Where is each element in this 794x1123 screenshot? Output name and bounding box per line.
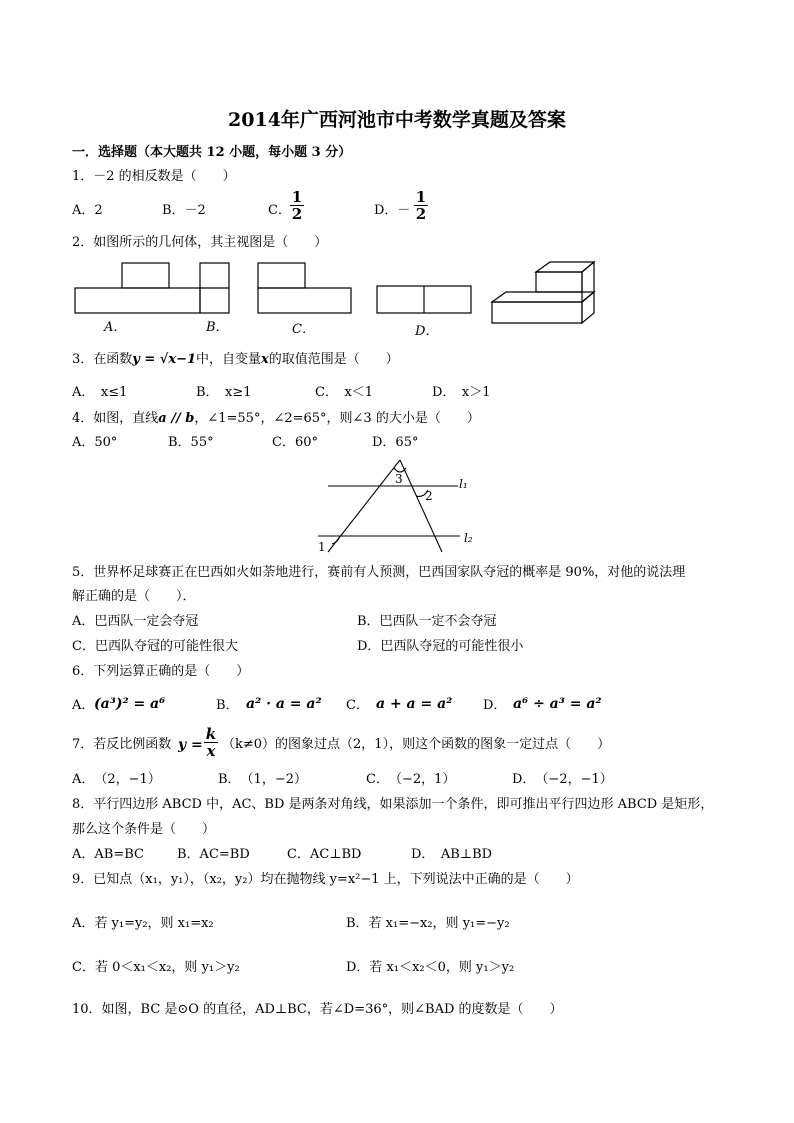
q3-stem-prefix: 3．在函数	[72, 352, 133, 367]
q10-stem: 10．如图，BC 是⊙O 的直径，AD⊥BC，若∠D=36°，则∠BAD 的度数是（ ）	[72, 1002, 563, 1017]
q5-stem-line2: 解正确的是（ ）．	[72, 589, 196, 604]
q3-function: y = √x−1	[132, 352, 197, 367]
page-title: 2014年广西河池市中考数学真题及答案	[228, 109, 566, 131]
q4-label-3: 3	[395, 472, 403, 486]
q3-option-c: C． x＜1	[315, 385, 374, 400]
q5-option-a: A．巴西队一定会夺冠	[72, 614, 199, 629]
q6-option-a: (a³)² = a⁶	[94, 696, 166, 712]
q2-solid-top-high	[536, 262, 594, 272]
q4-option-a: A．50°	[72, 435, 118, 450]
q1-c-numerator: 1	[291, 188, 303, 206]
q7-numerator: k	[205, 725, 217, 743]
q9-option-d: D．若 x₁＜x₂＜0，则 y₁＞y₂	[346, 960, 515, 975]
q2-c-top-rect	[258, 263, 305, 288]
q9-stem: 9．已知点（x₁，y₁），（x₂，y₂）均在抛物线 y=x²−1 上，下列说法中正确的是（ ）	[72, 872, 579, 887]
q8-option-a: A．AB=BC	[72, 847, 144, 862]
q3-option-a: A． x≤1	[72, 385, 128, 400]
q6-stem: 6．下列运算正确的是（ ）	[72, 664, 250, 679]
q3-option-d: D． x＞1	[432, 385, 491, 400]
q2-solid-front-low	[492, 302, 582, 323]
q7-option-a: A． （2，−1）	[72, 772, 161, 787]
q5-stem-line1: 5．世界杯足球赛正在巴西如火如荼地进行，赛前有人预测，巴西国家队夺冠的概率是 90%，对他的说法理	[72, 565, 686, 580]
q2-solid-front-high	[536, 272, 582, 292]
q1-option-a: A．2	[72, 203, 103, 218]
q4-label-l1: l₁	[459, 477, 468, 491]
q6-option-b-label: B．	[216, 698, 239, 713]
q8-option-b: B．AC=BD	[177, 847, 250, 862]
q2-solid-top-low	[492, 292, 594, 302]
q4-figure	[310, 456, 490, 556]
q1-option-c: C．	[268, 203, 291, 218]
q2-a-top-rect	[122, 263, 169, 288]
q4-option-b: B．55°	[168, 435, 214, 450]
q7-option-b: B． （1，−2）	[218, 772, 307, 787]
q3-stem-middle: 中，自变量	[196, 352, 262, 367]
q7-function-y: y =	[178, 737, 203, 753]
q1-option-c-fraction	[290, 189, 304, 222]
q9-option-a: A．若 y₁=y₂，则 x₁=x₂	[72, 916, 214, 931]
q4-angle1-arc	[332, 536, 340, 544]
q2-stem: 2．如图所示的几何体，其主视图是（ ）	[72, 235, 328, 250]
section-heading: 一．选择题（本大题共 12 小题，每小题 3 分）	[72, 145, 352, 160]
q2-views-figure	[70, 258, 610, 338]
q4-label-1: 1	[318, 540, 326, 554]
q2-label-d: D．	[415, 324, 439, 339]
q4-parallel: a // b	[158, 411, 195, 426]
q8-option-d: D． AB⊥BD	[411, 847, 493, 862]
q3-stem-suffix: 的取值范围是（ ）	[268, 352, 399, 367]
q4-transversal-right	[400, 460, 442, 552]
q2-label-a: A．	[104, 320, 127, 335]
q4-label-2: 2	[425, 489, 433, 503]
q3-variable: x	[261, 352, 269, 367]
q7-option-d: D． （−2，−1）	[512, 772, 613, 787]
q5-option-d: D．巴西队夺冠的可能性很小	[357, 639, 524, 654]
q6-option-d: a⁶ ÷ a³ = a²	[513, 696, 602, 712]
q1-c-denominator: 2	[291, 205, 303, 223]
q5-option-c: C．巴西队夺冠的可能性很大	[72, 639, 238, 654]
q8-stem-line1: 8．平行四边形 ABCD 中，AC、BD 是两条对角线，如果添加一个条件，即可推出平行四边形 ABCD 是矩形，	[72, 797, 714, 812]
q1-d-denominator: 2	[415, 205, 427, 223]
q7-function-fraction	[204, 726, 218, 759]
q7-option-c: C． （−2，1）	[366, 772, 456, 787]
q4-stem-prefix: 4．如图，直线	[72, 411, 159, 426]
q4-label-l2: l₂	[464, 531, 473, 545]
q4-option-d: D．65°	[372, 435, 419, 450]
q3-stem	[72, 352, 399, 368]
q1-d-numerator: 1	[415, 188, 427, 206]
q2-label-c: C．	[292, 322, 315, 337]
q6-option-d-label: D．	[483, 698, 507, 713]
q1-option-b: B．－2	[162, 203, 206, 218]
q7-stem-prefix: 7．若反比例函数	[72, 737, 172, 752]
q6-option-b: a² · a = a²	[246, 696, 322, 712]
q2-label-b: B．	[206, 320, 229, 335]
q4-stem	[72, 411, 480, 427]
q7-stem-suffix: （k≠0）的图象过点（2，1），则这个函数的图象一定过点（ ）	[222, 737, 611, 752]
q6-option-a-label: A．	[72, 698, 95, 713]
q5-option-b: B．巴西队一定不会夺冠	[357, 614, 497, 629]
q1-stem: 1．－2 的相反数是（ ）	[72, 169, 236, 184]
q6-option-c: a + a = a²	[376, 696, 453, 712]
q3-option-b: B． x≥1	[196, 385, 252, 400]
q8-option-c: C．AC⊥BD	[287, 847, 362, 862]
q1-option-d: D．－	[374, 203, 411, 218]
q2-a-bottom-rect	[75, 288, 200, 313]
q9-option-b: B．若 x₁=−x₂，则 y₁=−y₂	[346, 916, 510, 931]
q6-option-c-label: C．	[346, 698, 369, 713]
q7-denominator: x	[206, 742, 216, 760]
q4-option-c: C．60°	[272, 435, 318, 450]
q2-solid-side-high	[582, 262, 594, 302]
q1-option-d-fraction	[414, 189, 428, 222]
q2-c-bottom-rect	[258, 288, 351, 313]
q9-option-c: C．若 0＜x₁＜x₂，则 y₁＞y₂	[72, 960, 240, 975]
q8-stem-line2: 那么这个条件是（ ）	[72, 822, 216, 837]
q4-stem-suffix: ，∠1=55°，∠2=65°，则∠3 的大小是（ ）	[194, 411, 480, 426]
